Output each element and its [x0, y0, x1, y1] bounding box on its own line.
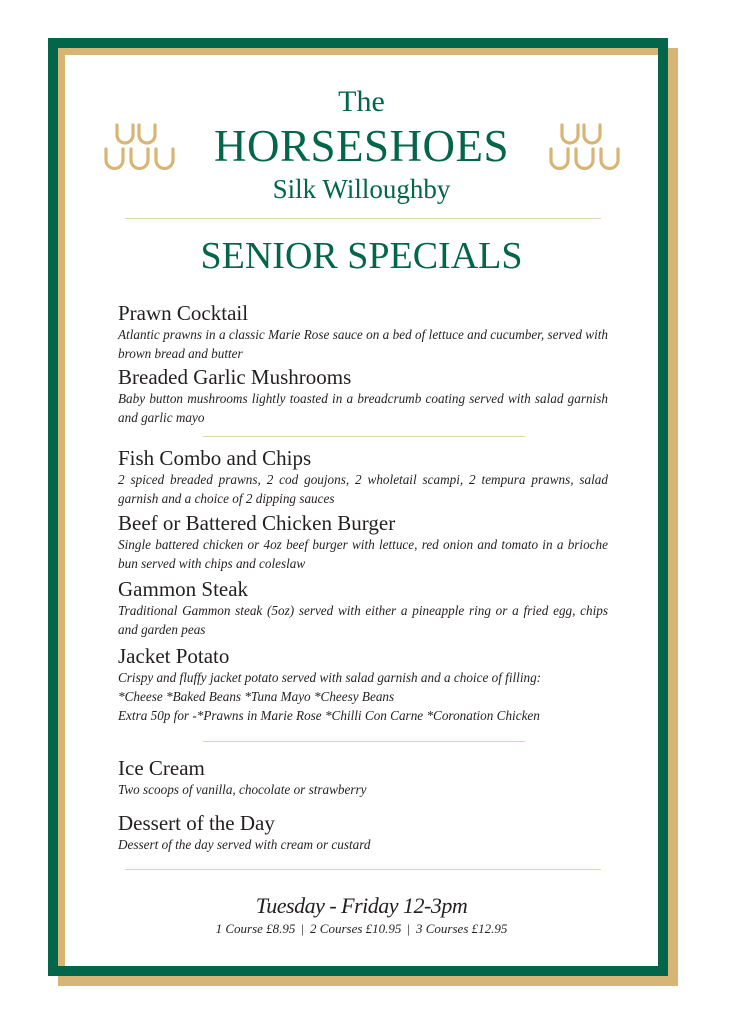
item-name: Ice Cream	[118, 756, 205, 780]
price-three-courses: 3 Courses £12.95	[416, 921, 508, 936]
item-name: Prawn Cocktail	[118, 301, 249, 325]
menu-item	[118, 811, 608, 854]
price-one-course: 1 Course £8.95	[215, 921, 296, 936]
item-description-line: Extra 50p for -*Prawns in Marie Rose *Chilli Con Carne *Coronation Chicken	[118, 708, 540, 723]
item-name: Jacket Potato	[118, 644, 230, 668]
menu-item	[118, 644, 608, 725]
item-description-line: Crispy and fluffy jacket potato served with salad garnish and a choice of filling:	[118, 670, 542, 685]
divider	[203, 741, 525, 742]
restaurant-title-the: The	[338, 85, 385, 118]
item-name: Fish Combo and Chips	[118, 446, 312, 470]
item-description: Atlantic prawns in a classic Marie Rose sauce on a bed of lettuce and cucumber, served with brown bread and butter	[118, 327, 608, 361]
item-name: Beef or Battered Chicken Burger	[118, 511, 396, 535]
section-title: SENIOR SPECIALS	[200, 235, 523, 277]
item-description: Traditional Gammon steak (5oz) served with either a pineapple ring or a fried egg, chips and garden peas	[118, 603, 608, 637]
price-two-courses: 2 Courses £10.95	[310, 921, 402, 936]
price-separator: |	[301, 921, 305, 936]
price-separator: |	[407, 921, 411, 936]
menu-item	[118, 577, 608, 639]
horseshoes-icon	[548, 123, 624, 173]
menu-item	[118, 365, 608, 427]
menu-item	[118, 301, 608, 363]
divider	[125, 218, 601, 219]
item-description-line: *Cheese *Baked Beans *Tuna Mayo *Cheesy Beans	[118, 689, 395, 704]
menu-item	[118, 511, 608, 573]
divider	[203, 436, 525, 437]
item-name: Gammon Steak	[118, 577, 249, 601]
item-name: Dessert of the Day	[118, 811, 275, 835]
restaurant-location: Silk Willoughby	[272, 174, 451, 204]
item-description: Baby button mushrooms lightly toasted in a breadcrumb coating served with salad garnish and garlic mayo	[118, 391, 608, 425]
item-description: Two scoops of vanilla, chocolate or strawberry	[118, 782, 367, 797]
price-list	[65, 920, 658, 938]
menu-page	[65, 55, 658, 966]
header	[65, 55, 658, 225]
restaurant-name: HORSESHOES	[213, 121, 510, 171]
item-description: 2 spiced breaded prawns, 2 cod goujons, 2 wholetail scampi, 2 tempura prawns, salad garnish and a choice of 2 dipping sauces	[118, 472, 608, 506]
divider	[125, 869, 601, 870]
item-description: Dessert of the day served with cream or custard	[118, 837, 371, 852]
item-description: Single battered chicken or 4oz beef burger with lettuce, red onion and tomato in a brioche bun served with chips and coleslaw	[118, 537, 608, 571]
menu-item	[118, 446, 608, 508]
item-name: Breaded Garlic Mushrooms	[118, 365, 352, 389]
menu-item	[118, 756, 608, 799]
availability-text: Tuesday - Friday 12-3pm	[255, 893, 468, 918]
